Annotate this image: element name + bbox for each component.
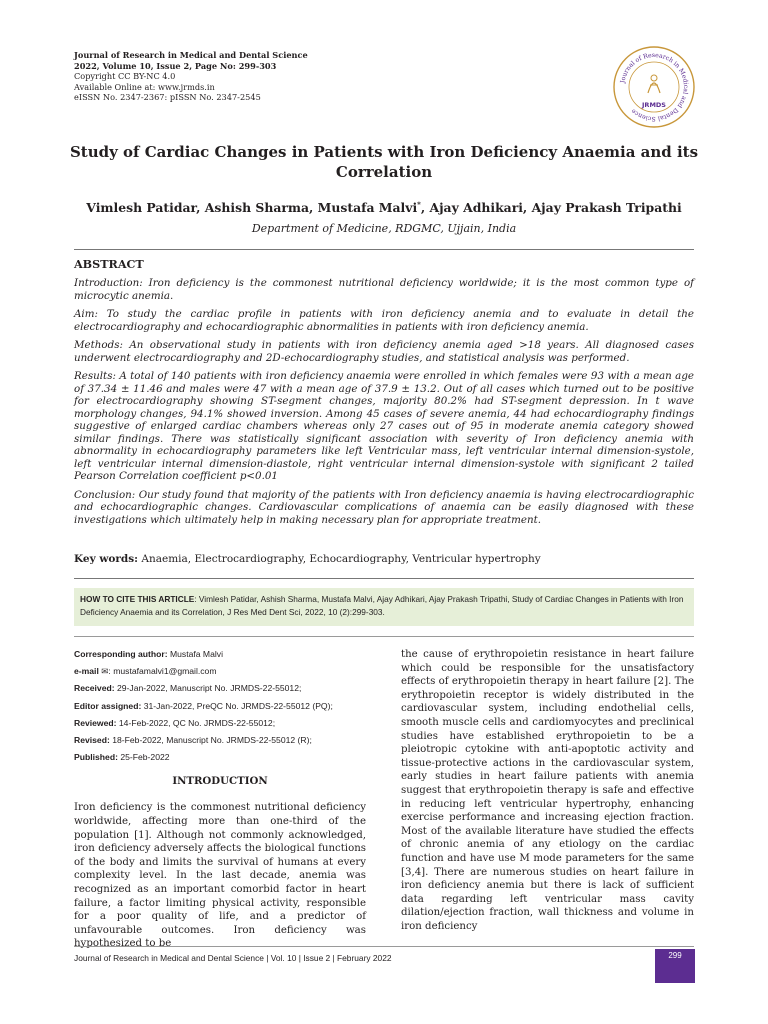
issn-line: eISSN No. 2347-2367: pISSN No. 2347-2545 [74, 92, 261, 103]
introduction-left-text: Iron deficiency is the commonest nutritional deficiency worldwide, affecting more than one-third of the population [1]. Although not commonly acknowledged, iron deficiency adversely affects the biological functions of the body and limits the survival of humans at every complexity level. In the last decade, anemia was recognized as an important comorbid factor in heart failure, a factor limiting physical activity, responsible for a poor quality of life, and a predictor of unfavourable outcomes. Iron deficiency was hypothesized to be [74, 802, 366, 950]
email-line[interactable]: e-mail ✉: mustafamalvi1@gmail.com [74, 666, 217, 677]
reviewed-date: Reviewed: 14-Feb-2022, QC No. JRMDS-22-55012; [74, 717, 276, 728]
editor-assigned-date: Editor assigned: 31-Jan-2022, PreQC No. JRMDS-22-55012 (PQ); [74, 700, 333, 711]
divider-footer [74, 946, 694, 947]
department: Department of Medicine, RDGMC, Ujjain, India [251, 222, 517, 235]
published-date: Published: 25-Feb-2022 [74, 752, 170, 763]
page-footer: Journal of Research in Medical and Dental Science | Vol. 10 | Issue 2 | February 2022 [74, 953, 392, 963]
citation-box [74, 588, 694, 626]
svg-text:Journal of Research in Medical: Journal of Research in Medical and Dental Science [619, 51, 690, 123]
citation-label: HOW TO CITE THIS ARTICLE [80, 594, 195, 604]
journal-header [74, 50, 308, 103]
journal-volume: 2022, Volume 10, Issue 2, Page No: 299-303 [74, 60, 277, 71]
journal-name: Journal of Research in Medical and Dental Science [74, 50, 308, 60]
page-number: 299 [655, 949, 695, 983]
divider-cite [74, 636, 694, 637]
abstract-aim: Aim: To study the cardiac profile in patients with iron deficiency anemia and to evaluate in detail the electrocardiography and echocardiographic abnormalities in patients with iron deficiency anemia. [74, 308, 694, 333]
divider-top [74, 249, 694, 250]
introduction-right-text: the cause of erythropoietin resistance in heart failure which could be responsible for the unsatisfactory effects of erythropoietin therapy in heart failure [2]. The erythropoietin receptor is widely distributed in the cardiovascular system, including endothelial cells, smooth muscle cells and cardiomyocytes and preclinical studies have established erythropoietin to be a pleiotropic cytokine with anti-apoptotic activity and tissue-protective actions in the cardiovascular system, early studies in heart failure patients with anemia suggest that erythropoietin therapy is safe and effective in reducing left ventricular hypertrophy, enhancing exercise performance and increasing ejection fraction. Most of the available literature have studied the effects of chronic anemia of any etiology on the cardiac function and have use M mode parameters for the same [3,4]. There are numerous studies on heart failure in iron deficiency anemia but there is lack of sufficient data regarding left ventricular mass cavity dilation/ejection fraction, wall thickness and volume in iron deficiency [401, 649, 694, 932]
corresponding-author: Corresponding author: Mustafa Malvi [74, 649, 223, 659]
paper-title: Study of Cardiac Changes in Patients with Iron Deficiency Anaemia and its Correlation [69, 143, 699, 181]
received-date: Received: 29-Jan-2022, Manuscript No. JRMDS-22-55012; [74, 683, 302, 694]
abstract-conclusion: Conclusion: Our study found that majority of the patients with Iron deficiency anaemia is having electrocardiographic and echocardiographic changes. Cardiovascular complications of anaemia can be easily diagnosed with these investigations which ultimately help in making necessary plan for appropriate treatment. [74, 488, 694, 526]
abstract-results: Results: A total of 140 patients with iron deficiency anaemia were enrolled in which females were 93 with a mean age of 37.34 ± 11.46 and males were 47 with a mean age of 37.9 ± 13.2. Out of all cases which turned out to be positive for electrocardiography showing ST-segment changes, majority 80.2% had ST-segment depression. In t wave morphology changes, 94.1% showed inversion. Among 45 cases of severe anemia, 44 had echocardiography findings suggestive of enlarged cardiac chambers whereas only 27 cases out of 95 in moderate anemia category showed similar findings. There was statistically significant association with severity of Iron deficiency anemia with abnormality in echocardiography parameters like left Ventricular mass, left ventricular internal dimension-systole, left ventricular internal dimension-diastole, right ventricular internal dimension-systole with significant 2 tailed Pearson Correlation coefficient p<0.01 [74, 370, 694, 482]
corresponding-mark: * [417, 200, 421, 209]
jrmds-logo [612, 45, 696, 129]
copyright-line: Copyright CC BY-NC 4.0 [74, 71, 176, 82]
left-column [74, 646, 366, 951]
revised-date: Revised: 18-Feb-2022, Manuscript No. JRMDS-22-55012 (R); [74, 735, 312, 746]
svg-text:JRMDS: JRMDS [642, 101, 666, 109]
keywords [74, 553, 694, 565]
author-list [60, 200, 708, 215]
online-line: Available Online at: www.jrmds.in [74, 81, 215, 92]
authors-after: , Ajay Adhikari, Ajay Prakash Tripathi [420, 200, 682, 216]
introduction-heading: INTRODUCTION [172, 775, 268, 788]
divider-keywords [74, 578, 694, 579]
keywords-value: Anaemia, Electrocardiography, Echocardiography, Ventricular hypertrophy [141, 553, 541, 565]
abstract-body [74, 277, 694, 532]
abstract-methods: Methods: An observational study in patients with iron deficiency anemia aged >18 years. All diagnosed cases underwent electrocardiography and 2D-echocardiography studies, and statistical analysis was performed. [74, 339, 694, 364]
citation-text: : Vimlesh Patidar, Ashish Sharma, Mustafa Malvi, Ajay Adhikari, Ajay Prakash Tripathi, Study of Cardiac Changes in Patients with Iron Deficiency Anaemia and its Correlation, J Res Med Dent Sci, 2022, 10 (2):299-303. [80, 594, 684, 617]
abstract-introduction: Introduction: Iron deficiency is the commonest nutritional deficiency worldwide; it is the most common type of microcytic anemia. [74, 277, 694, 302]
abstract-heading: ABSTRACT [74, 257, 144, 271]
keywords-label: Key words: [74, 553, 139, 565]
article-metadata [74, 646, 366, 766]
authors-before: Vimlesh Patidar, Ashish Sharma, Mustafa Malvi [86, 200, 418, 216]
